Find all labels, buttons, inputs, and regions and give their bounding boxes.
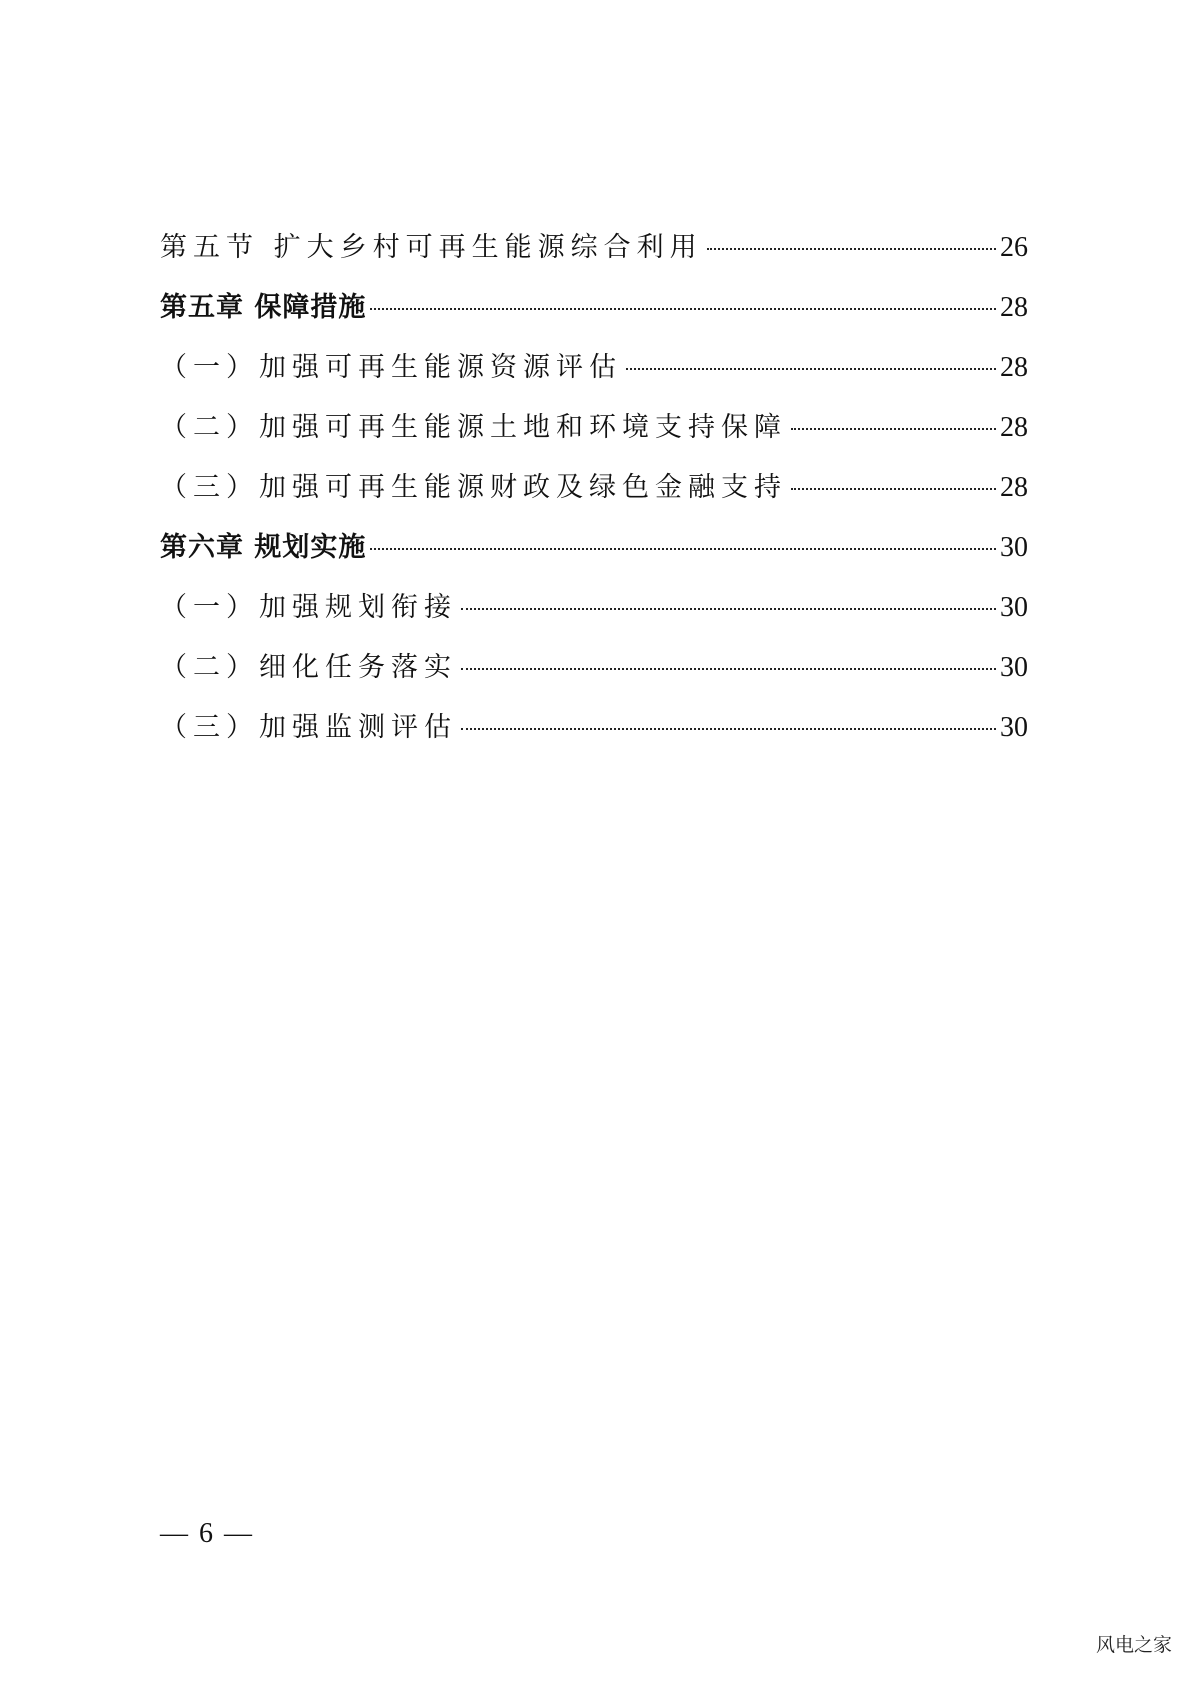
toc-entry[interactable]	[160, 398, 1028, 458]
toc-leader-dots	[791, 488, 996, 490]
toc-leader-dots	[461, 668, 996, 670]
toc-leader-dots	[370, 548, 996, 550]
toc-entry[interactable]	[160, 338, 1028, 398]
page-number: — 6 —	[160, 1518, 254, 1549]
toc-entry-page: 28	[1000, 292, 1028, 323]
toc-entry-page: 30	[1000, 592, 1028, 623]
toc-entry-title: （二）细化任务落实	[160, 652, 457, 683]
toc-entry-title: （二）加强可再生能源土地和环境支持保障	[160, 412, 787, 443]
toc-entry-title: 第五章 保障措施	[160, 292, 367, 323]
toc-leader-dots	[461, 608, 996, 610]
toc-entry-title: （一）加强可再生能源资源评估	[160, 352, 622, 383]
toc-entry-title: （三）加强监测评估	[160, 712, 457, 743]
toc-entry-page: 30	[1000, 712, 1028, 743]
toc-entry[interactable]	[160, 638, 1028, 698]
toc-entry[interactable]	[160, 458, 1028, 518]
toc-entry-page: 30	[1000, 652, 1028, 683]
table-of-contents	[160, 218, 1028, 758]
toc-leader-dots	[461, 728, 996, 730]
toc-entry-page: 28	[1000, 412, 1028, 443]
toc-entry-page: 30	[1000, 532, 1028, 563]
toc-leader-dots	[370, 308, 996, 310]
watermark: 风电之家	[1095, 1634, 1172, 1656]
toc-entry-title: 第六章 规划实施	[160, 532, 367, 563]
toc-entry[interactable]	[160, 698, 1028, 758]
toc-entry[interactable]	[160, 218, 1028, 278]
toc-entry-title: （一）加强规划衔接	[160, 592, 457, 623]
toc-leader-dots	[791, 428, 996, 430]
toc-entry-title: 第五节 扩大乡村可再生能源综合利用	[160, 232, 703, 263]
toc-entry-page: 28	[1000, 472, 1028, 503]
toc-entry[interactable]	[160, 278, 1028, 338]
toc-entry-page: 28	[1000, 352, 1028, 383]
toc-entry[interactable]	[160, 578, 1028, 638]
toc-leader-dots	[707, 248, 996, 250]
toc-leader-dots	[626, 368, 996, 370]
toc-entry-title: （三）加强可再生能源财政及绿色金融支持	[160, 472, 787, 503]
toc-entry[interactable]	[160, 518, 1028, 578]
toc-entry-page: 26	[1000, 232, 1028, 263]
